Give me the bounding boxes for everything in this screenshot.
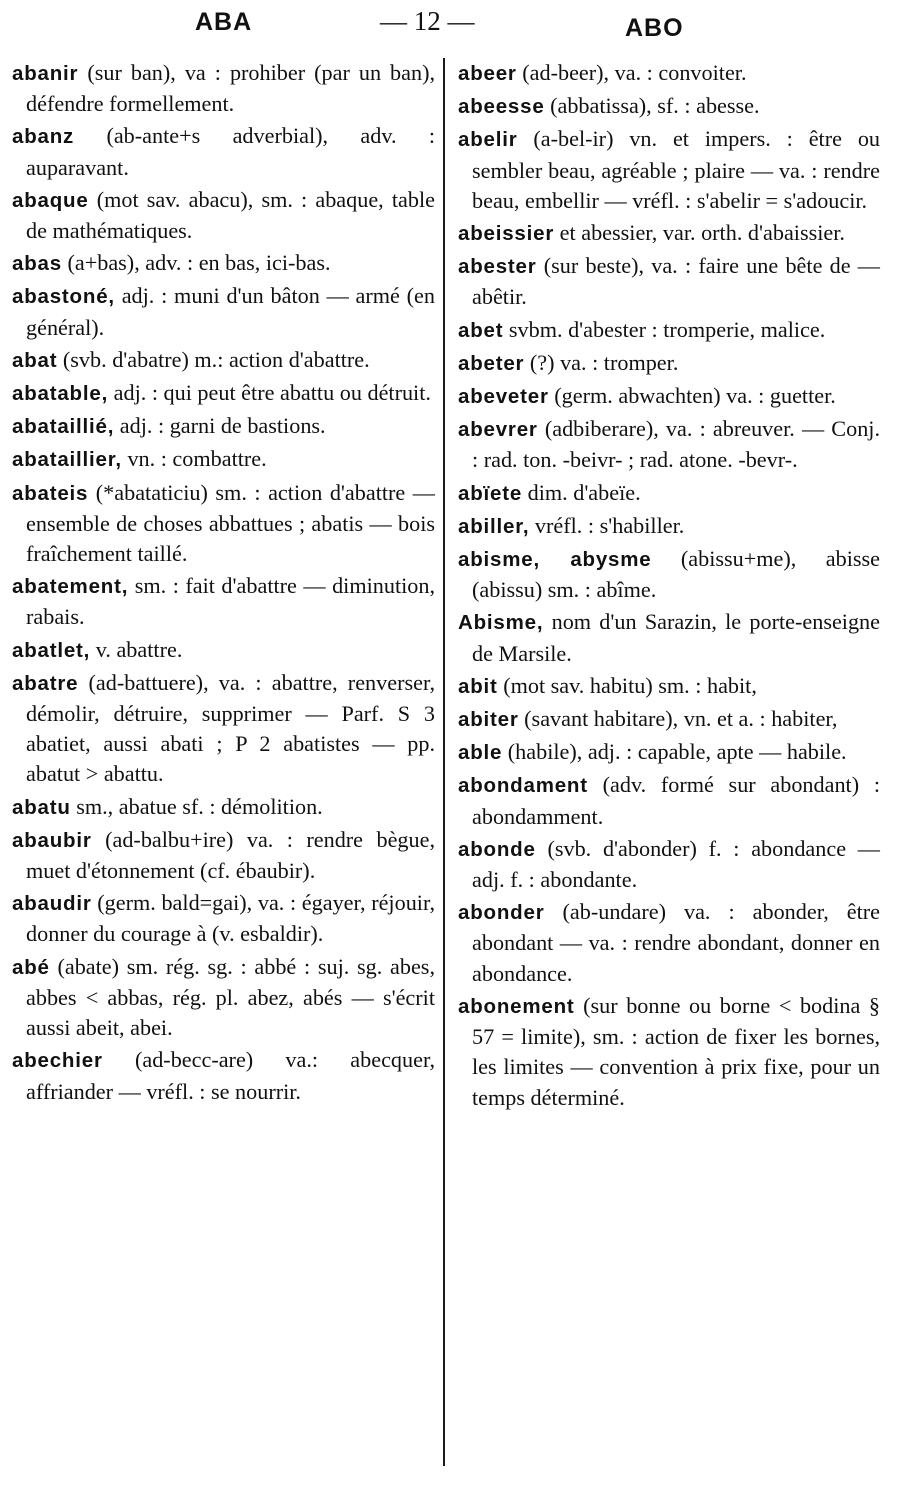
entry-definition: (adv. formé sur abondant) : abondamment. bbox=[472, 772, 881, 829]
entry-headword: abonement bbox=[458, 994, 575, 1018]
dictionary-entry bbox=[458, 544, 880, 605]
entry-headword: able bbox=[458, 741, 503, 765]
column-divider bbox=[443, 58, 445, 1466]
dictionary-entry bbox=[12, 378, 435, 409]
entry-definition: adj. : garni de bastions. bbox=[119, 413, 326, 439]
entry-definition: (a-bel-ir) vn. et impers. : être ou sembler beau, agréable ; plaire — va. : rendre beau, embellir — vréfl. : s'abelir = s'adoucir. bbox=[472, 126, 881, 213]
entry-headword: abataillié, bbox=[12, 415, 115, 439]
entry-headword: abatu bbox=[12, 795, 71, 819]
page-header bbox=[0, 4, 906, 44]
entry-headword: abatre bbox=[12, 671, 79, 695]
entry-definition: (abate) sm. rég. sg. : abbé : suj. sg. abes, abbes < abbas, rég. pl. abez, abés — s'écrit aussi abeit, abei. bbox=[26, 953, 435, 1041]
entry-definition: (?) va. : tromper. bbox=[529, 349, 679, 375]
entry-headword: abaudir bbox=[12, 892, 92, 916]
dictionary-entry bbox=[12, 444, 435, 475]
entry-definition: (mot sav. habitu) sm. : habit, bbox=[503, 672, 757, 698]
entry-headword: abester bbox=[458, 255, 537, 279]
entry-definition: (ad-balbu+ire) va. : rendre bègue, muet d'étonnement (cf. ébaubir). bbox=[26, 826, 435, 884]
entry-definition: (svb. d'abatre) m.: action d'abattre. bbox=[62, 346, 370, 372]
dictionary-entry bbox=[12, 635, 435, 666]
entry-headword: abatlet, bbox=[12, 638, 91, 662]
dictionary-entry bbox=[12, 571, 435, 632]
entry-definition: (germ. abwachten) va. : guetter. bbox=[554, 383, 836, 409]
dictionary-entry bbox=[458, 834, 880, 895]
entry-definition: (ab-undare) va. : abonder, être abondant — va. : rendre abondant, donner en abondance. bbox=[472, 899, 881, 986]
entry-headword: abet bbox=[458, 318, 504, 342]
entry-definition: (germ. bald=gai), va. : égayer, réjouir, donner du courage à (v. esbaldir). bbox=[26, 890, 435, 947]
right-column bbox=[458, 58, 880, 1488]
dictionary-entry bbox=[458, 58, 880, 89]
entry-definition: vn. : combattre. bbox=[127, 446, 267, 472]
entry-headword: abateis bbox=[12, 481, 89, 505]
entry-definition: (ad-becc-are) va.: abecquer, affriander — vréfl. : se nourrir. bbox=[26, 1047, 436, 1104]
dictionary-entry bbox=[12, 248, 435, 279]
entry-headword: abeesse bbox=[458, 95, 545, 119]
entry-headword: abatement, bbox=[12, 575, 129, 599]
right-guide-word: ABO bbox=[625, 14, 684, 42]
entry-definition: (adbiberare), va. : abreuver. — Conj. : rad. ton. -beivr- ; rad. atone. -bevr-. bbox=[472, 416, 880, 473]
dictionary-entry bbox=[12, 792, 435, 823]
dictionary-entry bbox=[458, 218, 880, 249]
entry-headword: abevrer bbox=[458, 418, 538, 442]
dictionary-entry bbox=[12, 121, 435, 182]
dictionary-entry bbox=[458, 478, 880, 509]
dictionary-entry bbox=[458, 671, 880, 702]
dictionary-entry bbox=[12, 58, 435, 119]
entry-headword: abonde bbox=[458, 837, 536, 861]
entry-headword: abataillier, bbox=[12, 448, 122, 472]
entry-definition: (ad-battuere), va. : abattre, renverser, démolir, détruire, supprimer — Parf. S 3 abatiet, aussi abati ; P 2 abatistes — pp. abatut > abattu. bbox=[26, 669, 435, 787]
dictionary-entry bbox=[12, 825, 435, 886]
dictionary-entry bbox=[12, 411, 435, 442]
dictionary-entry bbox=[458, 251, 880, 312]
entry-definition: vréfl. : s'habiller. bbox=[534, 512, 685, 538]
entry-headword: abaubir bbox=[12, 828, 92, 852]
entry-definition: (svb. d'abonder) f. : abondance — adj. f. : abondante. bbox=[472, 835, 880, 893]
entry-headword: abit bbox=[458, 674, 498, 698]
entry-definition: adj. : qui peut être abattu ou détruit. bbox=[113, 380, 431, 406]
dictionary-entry bbox=[12, 185, 435, 246]
entry-definition: (a+bas), adv. : en bas, ici-bas. bbox=[67, 250, 331, 276]
entry-headword: abé bbox=[12, 955, 50, 979]
entry-definition: et abessier, var. orth. d'abaissier. bbox=[559, 220, 845, 246]
entry-headword: abanz bbox=[12, 125, 75, 149]
entry-headword: abondament bbox=[458, 774, 588, 798]
entry-headword: abanir bbox=[12, 62, 79, 85]
entry-definition: sm. : fait d'abattre — diminution, rabais. bbox=[26, 573, 436, 630]
entry-headword: abeveter bbox=[458, 385, 549, 409]
left-column bbox=[12, 58, 435, 1488]
entry-definition: (abbatissa), sf. : abesse. bbox=[550, 93, 760, 119]
entry-headword: Abisme, bbox=[458, 611, 544, 635]
entry-definition: (*abataticiu) sm. : action d'abattre — ensemble de choses abbattues ; abatis — bois fraîchement taillé. bbox=[26, 479, 435, 567]
dictionary-entry bbox=[458, 348, 880, 379]
entry-definition: svbm. d'abester : tromperie, malice. bbox=[508, 316, 826, 342]
dictionary-entry bbox=[458, 91, 880, 122]
dictionary-entry bbox=[12, 281, 435, 342]
dictionary-entry bbox=[458, 511, 880, 542]
entry-headword: abelir bbox=[458, 128, 518, 152]
dictionary-entry bbox=[12, 668, 435, 790]
entry-definition: (habile), adj. : capable, apte — habile. bbox=[507, 739, 847, 765]
entry-headword: abeter bbox=[458, 351, 525, 375]
entry-headword: abeissier bbox=[458, 222, 555, 246]
entry-definition: (sur bonne ou borne < bodina § 57 = limite), sm. : action de fixer les bornes, les limites — convention à prix fixe, pour un temps déterminé. bbox=[472, 992, 880, 1110]
entry-headword: abastoné, bbox=[12, 285, 115, 309]
entry-definition: (ab-ante+s adverbial), adv. : auparavant. bbox=[26, 123, 436, 180]
entry-headword: abatable, bbox=[12, 382, 109, 406]
entry-headword: abisme, abysme bbox=[458, 548, 652, 572]
dictionary-entry bbox=[458, 381, 880, 412]
dictionary-entry bbox=[458, 704, 880, 735]
dictionary-entry bbox=[458, 770, 880, 831]
entry-headword: abat bbox=[12, 348, 58, 372]
entry-definition: v. abattre. bbox=[95, 636, 183, 662]
entry-definition: sm., abatue sf. : démolition. bbox=[76, 793, 323, 819]
entry-headword: abas bbox=[12, 252, 62, 276]
dictionary-entry bbox=[12, 888, 435, 949]
entry-definition: (ad-beer), va. : convoiter. bbox=[522, 60, 747, 85]
dictionary-entry bbox=[458, 991, 880, 1113]
entry-definition: (sur beste), va. : faire une bête de — abêtir. bbox=[472, 253, 880, 310]
entry-definition: nom d'un Sarazin, le porte-enseigne de Marsile. bbox=[472, 609, 880, 666]
entry-definition: dim. d'abeïe. bbox=[527, 479, 641, 505]
entry-definition: (abissu+me), abisse (abissu) sm. : abîme. bbox=[472, 546, 880, 603]
dictionary-entry bbox=[12, 478, 435, 570]
dictionary-entry bbox=[12, 345, 435, 376]
entry-definition: (savant habitare), vn. et a. : habiter, bbox=[524, 706, 838, 732]
dictionary-entry bbox=[458, 607, 880, 668]
dictionary-entry bbox=[458, 414, 880, 475]
dictionary-entry bbox=[458, 897, 880, 989]
entry-definition: adj. : muni d'un bâton — armé (en général). bbox=[26, 283, 435, 340]
entry-headword: abïete bbox=[458, 481, 523, 505]
left-guide-word: ABA bbox=[195, 8, 253, 36]
entry-headword: abaque bbox=[12, 188, 89, 212]
dictionary-entry bbox=[458, 124, 880, 216]
entry-headword: abeer bbox=[458, 62, 517, 85]
entry-definition: (mot sav. abacu), sm. : abaque, table de mathématiques. bbox=[26, 186, 435, 244]
dictionary-entry bbox=[458, 315, 880, 346]
entry-headword: abechier bbox=[12, 1049, 103, 1073]
entry-definition: (sur ban), va : prohiber (par un ban), défendre formellement. bbox=[26, 60, 436, 117]
dictionary-entry bbox=[12, 1045, 435, 1106]
entry-headword: abiter bbox=[458, 708, 519, 732]
page-number: — 12 — bbox=[380, 6, 475, 36]
entry-headword: abonder bbox=[458, 901, 545, 925]
dictionary-entry bbox=[12, 952, 435, 1044]
dictionary-entry bbox=[458, 737, 880, 768]
entry-headword: abiller, bbox=[458, 514, 530, 538]
